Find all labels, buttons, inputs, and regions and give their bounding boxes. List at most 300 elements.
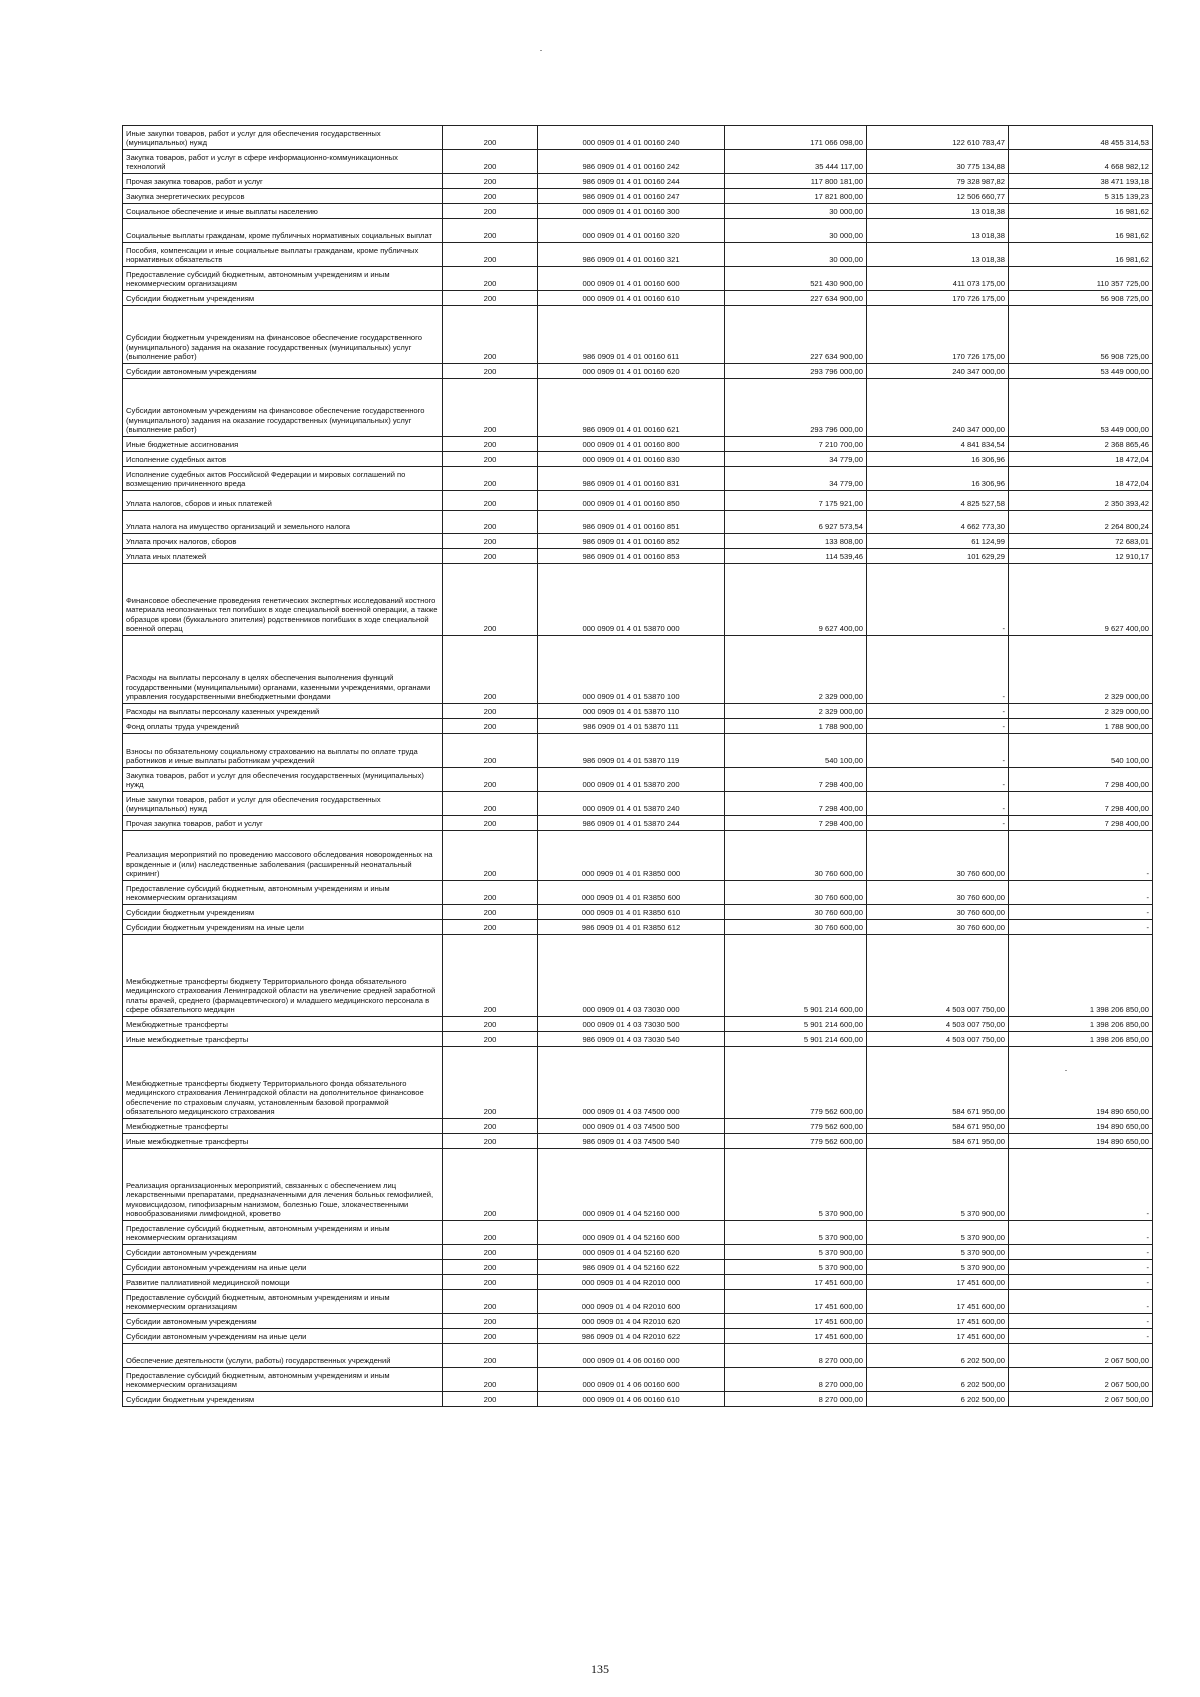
cell-v3: 72 683,01: [1009, 534, 1153, 549]
cell-v2: 170 726 175,00: [867, 306, 1009, 364]
cell-code: 200: [443, 1017, 538, 1032]
cell-code: 200: [443, 306, 538, 364]
cell-v3: 540 100,00: [1009, 734, 1153, 768]
cell-kbk: 000 0909 01 4 01 R3850 000: [538, 831, 725, 881]
table-row: [123, 1119, 1153, 1134]
cell-name: Межбюджетные трансферты бюджету Территориального фонда обязательного медицинского страхования Ленинградской области на увеличение средней заработной платы врачей, среднего (фармацевтического) и младшего медицинского персонала в сфере обязательного медицин: [123, 935, 443, 1017]
table-row: [123, 467, 1153, 491]
cell-v3: -: [1009, 920, 1153, 935]
cell-v2: 30 775 134,88: [867, 150, 1009, 174]
cell-name: Реализация мероприятий по проведению массового обследования новорожденных на врожденные и (или) наследственные заболевания (расширенный неонатальный скрининг): [123, 831, 443, 881]
cell-v1: 521 430 900,00: [725, 267, 867, 291]
cell-v1: 8 270 000,00: [725, 1344, 867, 1368]
cell-kbk: 986 0909 01 4 01 53870 119: [538, 734, 725, 768]
cell-name: Иные бюджетные ассигнования: [123, 437, 443, 452]
cell-kbk: 000 0909 01 4 01 53870 100: [538, 636, 725, 704]
table-row: [123, 267, 1153, 291]
cell-v1: 779 562 600,00: [725, 1134, 867, 1149]
cell-v3: -: [1009, 1149, 1153, 1221]
cell-name: Субсидии бюджетным учреждениям на иные цели: [123, 920, 443, 935]
cell-code: 200: [443, 831, 538, 881]
cell-kbk: 000 0909 01 4 01 53870 110: [538, 704, 725, 719]
cell-v1: 17 821 800,00: [725, 189, 867, 204]
cell-kbk: 000 0909 01 4 06 00160 610: [538, 1392, 725, 1407]
cell-v2: 6 202 500,00: [867, 1344, 1009, 1368]
cell-kbk: 986 0909 01 4 04 52160 622: [538, 1260, 725, 1275]
cell-v2: 13 018,38: [867, 204, 1009, 219]
cell-name: Уплата налогов, сборов и иных платежей: [123, 491, 443, 511]
cell-v2: 13 018,38: [867, 243, 1009, 267]
cell-name: Прочая закупка товаров, работ и услуг: [123, 174, 443, 189]
cell-v1: 7 298 400,00: [725, 792, 867, 816]
cell-v3: -: [1009, 905, 1153, 920]
cell-name: Субсидии автономным учреждениям на иные цели: [123, 1260, 443, 1275]
cell-v2: 584 671 950,00: [867, 1047, 1009, 1119]
cell-v1: 30 000,00: [725, 219, 867, 243]
table-row: [123, 437, 1153, 452]
cell-v2: 17 451 600,00: [867, 1329, 1009, 1344]
cell-kbk: 986 0909 01 4 01 00160 853: [538, 549, 725, 564]
cell-v2: 79 328 987,82: [867, 174, 1009, 189]
cell-v1: 9 627 400,00: [725, 564, 867, 636]
budget-table-body: [123, 126, 1153, 1407]
cell-name: Финансовое обеспечение проведения генетических экспертных исследований костного материала неопознанных тел погибших в ходе специальной военной операции, а также образцов крови (буккального эпителия) родственников погибших в ходе специальной военной операц: [123, 564, 443, 636]
table-row: [123, 1314, 1153, 1329]
cell-code: 200: [443, 150, 538, 174]
cell-v1: 293 796 000,00: [725, 364, 867, 379]
cell-name: Закупка товаров, работ и услуг для обеспечения государственных (муниципальных) нужд: [123, 768, 443, 792]
cell-v1: 5 370 900,00: [725, 1221, 867, 1245]
cell-v2: 61 124,99: [867, 534, 1009, 549]
cell-v3: 16 981,62: [1009, 204, 1153, 219]
cell-v3: 2 368 865,46: [1009, 437, 1153, 452]
cell-name: Пособия, компенсации и иные социальные выплаты гражданам, кроме публичных нормативных обязательств: [123, 243, 443, 267]
table-row: [123, 306, 1153, 364]
cell-code: 200: [443, 1368, 538, 1392]
cell-v2: 17 451 600,00: [867, 1290, 1009, 1314]
cell-v3: 2 329 000,00: [1009, 636, 1153, 704]
cell-code: 200: [443, 792, 538, 816]
cell-kbk: 000 0909 01 4 01 00160 830: [538, 452, 725, 467]
table-row: [123, 1221, 1153, 1245]
cell-code: 200: [443, 1047, 538, 1119]
table-row: [123, 564, 1153, 636]
cell-v2: -: [867, 734, 1009, 768]
cell-kbk: 000 0909 01 4 04 52160 620: [538, 1245, 725, 1260]
cell-name: Предоставление субсидий бюджетным, автономным учреждениям и иным некоммерческим организациям: [123, 1290, 443, 1314]
cell-kbk: 986 0909 01 4 01 00160 831: [538, 467, 725, 491]
cell-v1: 17 451 600,00: [725, 1275, 867, 1290]
table-row: [123, 189, 1153, 204]
cell-name: Субсидии бюджетным учреждениям на финансовое обеспечение государственного (муниципального) задания на оказание государственных (муниципальных) услуг (выполнение работ): [123, 306, 443, 364]
cell-kbk: 986 0909 01 4 01 00160 621: [538, 379, 725, 437]
table-row: [123, 1245, 1153, 1260]
cell-v3: 48 455 314,53: [1009, 126, 1153, 150]
cell-v3: 53 449 000,00: [1009, 379, 1153, 437]
cell-v3: 7 298 400,00: [1009, 816, 1153, 831]
cell-v3: -: [1009, 831, 1153, 881]
cell-v2: 5 370 900,00: [867, 1221, 1009, 1245]
cell-v1: 5 901 214 600,00: [725, 935, 867, 1017]
cell-name: Уплата иных платежей: [123, 549, 443, 564]
cell-v2: 4 841 834,54: [867, 437, 1009, 452]
cell-kbk: 000 0909 01 4 01 R3850 600: [538, 881, 725, 905]
cell-v1: 779 562 600,00: [725, 1047, 867, 1119]
cell-v2: -: [867, 768, 1009, 792]
cell-code: 200: [443, 126, 538, 150]
cell-kbk: 000 0909 01 4 01 00160 850: [538, 491, 725, 511]
budget-execution-sheet: [122, 125, 1152, 1407]
cell-code: 200: [443, 768, 538, 792]
cell-v1: 5 370 900,00: [725, 1149, 867, 1221]
table-row: [123, 204, 1153, 219]
cell-v3: 2 067 500,00: [1009, 1344, 1153, 1368]
cell-kbk: 986 0909 01 4 01 00160 244: [538, 174, 725, 189]
cell-code: 200: [443, 267, 538, 291]
cell-v3: 18 472,04: [1009, 452, 1153, 467]
cell-v3: -: [1009, 881, 1153, 905]
cell-code: 200: [443, 452, 538, 467]
table-row: [123, 243, 1153, 267]
cell-name: Межбюджетные трансферты: [123, 1017, 443, 1032]
cell-name: Предоставление субсидий бюджетным, автономным учреждениям и иным некоммерческим организациям: [123, 881, 443, 905]
cell-v1: 30 000,00: [725, 243, 867, 267]
table-row: [123, 1017, 1153, 1032]
cell-v3: 7 298 400,00: [1009, 792, 1153, 816]
table-row: [123, 816, 1153, 831]
cell-kbk: 000 0909 01 4 01 00160 800: [538, 437, 725, 452]
table-row: [123, 491, 1153, 511]
table-row: [123, 549, 1153, 564]
cell-v3: 194 890 650,00: [1009, 1134, 1153, 1149]
table-row: [123, 719, 1153, 734]
cell-kbk: 000 0909 01 4 01 00160 620: [538, 364, 725, 379]
cell-v2: 30 760 600,00: [867, 831, 1009, 881]
cell-kbk: 986 0909 01 4 01 00160 851: [538, 511, 725, 534]
cell-code: 200: [443, 905, 538, 920]
cell-code: 200: [443, 935, 538, 1017]
cell-v3: 56 908 725,00: [1009, 306, 1153, 364]
cell-name: Расходы на выплаты персоналу в целях обеспечения выполнения функций государственными (муниципальными) органами, казенными учреждениями, органами управления государственными внебюджетными фондами: [123, 636, 443, 704]
cell-v2: 30 760 600,00: [867, 881, 1009, 905]
cell-v3: 16 981,62: [1009, 243, 1153, 267]
cell-name: Закупка товаров, работ и услуг в сфере информационно-коммуникационных технологий: [123, 150, 443, 174]
cell-v2: 4 825 527,58: [867, 491, 1009, 511]
table-row: [123, 1275, 1153, 1290]
cell-v2: 5 370 900,00: [867, 1245, 1009, 1260]
cell-code: 200: [443, 1149, 538, 1221]
table-row: [123, 534, 1153, 549]
table-row: [123, 1290, 1153, 1314]
cell-name: Субсидии автономным учреждениям: [123, 1245, 443, 1260]
cell-kbk: 986 0909 01 4 01 R3850 612: [538, 920, 725, 935]
cell-v3: 110 357 725,00: [1009, 267, 1153, 291]
cell-v2: 6 202 500,00: [867, 1368, 1009, 1392]
cell-v1: 8 270 000,00: [725, 1368, 867, 1392]
cell-name: Иные закупки товаров, работ и услуг для обеспечения государственных (муниципальных) нужд: [123, 792, 443, 816]
cell-name: Субсидии автономным учреждениям: [123, 1314, 443, 1329]
table-row: [123, 768, 1153, 792]
cell-name: Субсидии автономным учреждениям: [123, 364, 443, 379]
cell-kbk: 000 0909 01 4 06 00160 000: [538, 1344, 725, 1368]
cell-name: Социальное обеспечение и иные выплаты населению: [123, 204, 443, 219]
table-row: [123, 920, 1153, 935]
cell-v1: 7 175 921,00: [725, 491, 867, 511]
cell-kbk: 000 0909 01 4 01 00160 320: [538, 219, 725, 243]
cell-name: Предоставление субсидий бюджетным, автономным учреждениям и иным некоммерческим организациям: [123, 267, 443, 291]
cell-v1: 5 370 900,00: [725, 1245, 867, 1260]
cell-kbk: 986 0909 01 4 01 00160 321: [538, 243, 725, 267]
cell-v2: 5 370 900,00: [867, 1149, 1009, 1221]
cell-kbk: 000 0909 01 4 01 00160 240: [538, 126, 725, 150]
table-row: [123, 1368, 1153, 1392]
cell-v2: 411 073 175,00: [867, 267, 1009, 291]
cell-v1: 1 788 900,00: [725, 719, 867, 734]
cell-kbk: 000 0909 01 4 04 52160 600: [538, 1221, 725, 1245]
cell-code: 200: [443, 920, 538, 935]
cell-v2: -: [867, 719, 1009, 734]
cell-kbk: 986 0909 01 4 01 00160 242: [538, 150, 725, 174]
cell-kbk: 986 0909 01 4 04 R2010 622: [538, 1329, 725, 1344]
table-row: [123, 126, 1153, 150]
cell-name: Субсидии бюджетным учреждениям: [123, 905, 443, 920]
cell-code: 200: [443, 1032, 538, 1047]
cell-v2: -: [867, 564, 1009, 636]
cell-name: Уплата прочих налогов, сборов: [123, 534, 443, 549]
cell-v3: 2 350 393,42: [1009, 491, 1153, 511]
cell-name: Реализация организационных мероприятий, связанных с обеспечением лиц лекарственными препаратами, предназначенными для лечения больных гемофилией, муковисцидозом, гипофизарным нанизмом, болезнью Гоше, злокачественными новообразованиями лимфоидной, кроветво: [123, 1149, 443, 1221]
cell-name: Субсидии бюджетным учреждениям: [123, 291, 443, 306]
cell-v2: 6 202 500,00: [867, 1392, 1009, 1407]
cell-name: Прочая закупка товаров, работ и услуг: [123, 816, 443, 831]
table-row: [123, 1134, 1153, 1149]
cell-v3: -: [1009, 1314, 1153, 1329]
cell-code: 200: [443, 1119, 538, 1134]
cell-v3: 56 908 725,00: [1009, 291, 1153, 306]
cell-v1: 17 451 600,00: [725, 1290, 867, 1314]
cell-v2: -: [867, 816, 1009, 831]
table-row: [123, 1344, 1153, 1368]
cell-kbk: 000 0909 01 4 04 R2010 000: [538, 1275, 725, 1290]
table-row: [123, 881, 1153, 905]
cell-v3: 1 398 206 850,00: [1009, 935, 1153, 1017]
cell-v1: 2 329 000,00: [725, 636, 867, 704]
table-row: [123, 704, 1153, 719]
cell-code: 200: [443, 1329, 538, 1344]
cell-v1: 35 444 117,00: [725, 150, 867, 174]
cell-kbk: 000 0909 01 4 03 73030 000: [538, 935, 725, 1017]
cell-name: Иные межбюджетные трансферты: [123, 1032, 443, 1047]
cell-v3: -: [1009, 1245, 1153, 1260]
cell-v1: 114 539,46: [725, 549, 867, 564]
cell-v2: 13 018,38: [867, 219, 1009, 243]
cell-code: 200: [443, 174, 538, 189]
cell-code: 200: [443, 491, 538, 511]
cell-code: 200: [443, 219, 538, 243]
cell-v3: 2 264 800,24: [1009, 511, 1153, 534]
cell-kbk: 000 0909 01 4 01 53870 200: [538, 768, 725, 792]
table-row: [123, 1392, 1153, 1407]
table-row: [123, 219, 1153, 243]
cell-code: 200: [443, 719, 538, 734]
cell-v2: 4 503 007 750,00: [867, 1017, 1009, 1032]
table-row: [123, 831, 1153, 881]
cell-v1: 30 760 600,00: [725, 905, 867, 920]
cell-kbk: 000 0909 01 4 03 74500 000: [538, 1047, 725, 1119]
cell-kbk: 000 0909 01 4 04 R2010 600: [538, 1290, 725, 1314]
cell-v3: 1 398 206 850,00: [1009, 1032, 1153, 1047]
page-number: 135: [591, 1662, 609, 1676]
cell-name: Фонд оплаты труда учреждений: [123, 719, 443, 734]
cell-kbk: 986 0909 01 4 01 00160 611: [538, 306, 725, 364]
cell-v1: 293 796 000,00: [725, 379, 867, 437]
cell-v1: 171 066 098,00: [725, 126, 867, 150]
cell-v3: -: [1009, 1290, 1153, 1314]
cell-kbk: 986 0909 01 4 01 53870 111: [538, 719, 725, 734]
cell-name: Субсидии автономным учреждениям на иные цели: [123, 1329, 443, 1344]
cell-v3: 53 449 000,00: [1009, 364, 1153, 379]
cell-v2: 30 760 600,00: [867, 905, 1009, 920]
table-row: [123, 174, 1153, 189]
cell-v3: 9 627 400,00: [1009, 564, 1153, 636]
cell-v2: 584 671 950,00: [867, 1119, 1009, 1134]
cell-v2: 16 306,96: [867, 452, 1009, 467]
cell-v2: 30 760 600,00: [867, 920, 1009, 935]
cell-v3: 7 298 400,00: [1009, 768, 1153, 792]
cell-v1: 8 270 000,00: [725, 1392, 867, 1407]
cell-kbk: 000 0909 01 4 01 00160 600: [538, 267, 725, 291]
cell-name: Субсидии бюджетным учреждениям: [123, 1392, 443, 1407]
cell-v1: 34 779,00: [725, 467, 867, 491]
cell-v2: 17 451 600,00: [867, 1275, 1009, 1290]
cell-name: Межбюджетные трансферты: [123, 1119, 443, 1134]
cell-v3: -: [1009, 1260, 1153, 1275]
cell-v3: -: [1009, 1329, 1153, 1344]
cell-code: 200: [443, 1260, 538, 1275]
cell-code: 200: [443, 379, 538, 437]
cell-v3: 5 315 139,23: [1009, 189, 1153, 204]
cell-v3: 16 981,62: [1009, 219, 1153, 243]
cell-kbk: 000 0909 01 4 01 53870 000: [538, 564, 725, 636]
cell-name: Уплата налога на имущество организаций и земельного налога: [123, 511, 443, 534]
cell-v1: 6 927 573,54: [725, 511, 867, 534]
cell-v3: 38 471 193,18: [1009, 174, 1153, 189]
cell-v3: 2 067 500,00: [1009, 1392, 1153, 1407]
table-row: [123, 291, 1153, 306]
table-row: [123, 1260, 1153, 1275]
table-row: [123, 734, 1153, 768]
cell-name: Иные закупки товаров, работ и услуг для обеспечения государственных (муниципальных) нужд: [123, 126, 443, 150]
cell-name: Субсидии автономным учреждениям на финансовое обеспечение государственного (муниципального) задания на оказание государственных (муниципальных) услуг (выполнение работ): [123, 379, 443, 437]
cell-v2: 17 451 600,00: [867, 1314, 1009, 1329]
cell-v1: 779 562 600,00: [725, 1119, 867, 1134]
cell-v2: 170 726 175,00: [867, 291, 1009, 306]
cell-kbk: 986 0909 01 4 03 74500 540: [538, 1134, 725, 1149]
cell-kbk: 986 0909 01 4 03 73030 540: [538, 1032, 725, 1047]
cell-v2: 16 306,96: [867, 467, 1009, 491]
cell-code: 200: [443, 204, 538, 219]
cell-code: 200: [443, 1275, 538, 1290]
cell-v3: 194 890 650,00: [1009, 1047, 1153, 1119]
cell-v3: -: [1009, 1221, 1153, 1245]
table-row: [123, 364, 1153, 379]
cell-code: 200: [443, 467, 538, 491]
table-row: [123, 636, 1153, 704]
cell-v2: 4 503 007 750,00: [867, 935, 1009, 1017]
cell-v1: 227 634 900,00: [725, 306, 867, 364]
cell-code: 200: [443, 364, 538, 379]
cell-v1: 540 100,00: [725, 734, 867, 768]
cell-name: Иные межбюджетные трансферты: [123, 1134, 443, 1149]
cell-v3: 1 398 206 850,00: [1009, 1017, 1153, 1032]
cell-name: Взносы по обязательному социальному страхованию на выплаты по оплате труда работников и иные выплаты работникам учреждений: [123, 734, 443, 768]
cell-kbk: 000 0909 01 4 04 R2010 620: [538, 1314, 725, 1329]
cell-v1: 7 298 400,00: [725, 768, 867, 792]
cell-kbk: 986 0909 01 4 01 00160 247: [538, 189, 725, 204]
cell-code: 200: [443, 564, 538, 636]
cell-name: Социальные выплаты гражданам, кроме публичных нормативных социальных выплат: [123, 219, 443, 243]
cell-v3: 2 067 500,00: [1009, 1368, 1153, 1392]
cell-kbk: 000 0909 01 4 04 52160 000: [538, 1149, 725, 1221]
cell-kbk: 986 0909 01 4 01 00160 852: [538, 534, 725, 549]
cell-v2: -: [867, 792, 1009, 816]
cell-name: Исполнение судебных актов: [123, 452, 443, 467]
table-row: [123, 511, 1153, 534]
table-row: [123, 1032, 1153, 1047]
cell-v1: 34 779,00: [725, 452, 867, 467]
cell-kbk: 000 0909 01 4 01 R3850 610: [538, 905, 725, 920]
cell-kbk: 000 0909 01 4 06 00160 600: [538, 1368, 725, 1392]
cell-kbk: 000 0909 01 4 03 73030 500: [538, 1017, 725, 1032]
cell-code: 200: [443, 1392, 538, 1407]
table-row: [123, 150, 1153, 174]
cell-v3: 18 472,04: [1009, 467, 1153, 491]
cell-v1: 17 451 600,00: [725, 1329, 867, 1344]
table-row: [123, 379, 1153, 437]
cell-code: 200: [443, 816, 538, 831]
cell-v2: 122 610 783,47: [867, 126, 1009, 150]
cell-code: 200: [443, 1290, 538, 1314]
cell-name: Исполнение судебных актов Российской Федерации и мировых соглашений по возмещению причиненного вреда: [123, 467, 443, 491]
cell-name: Предоставление субсидий бюджетным, автономным учреждениям и иным некоммерческим организациям: [123, 1368, 443, 1392]
table-row: [123, 1329, 1153, 1344]
cell-v2: 4 662 773,30: [867, 511, 1009, 534]
cell-v2: -: [867, 704, 1009, 719]
cell-code: 200: [443, 243, 538, 267]
cell-v1: 5 901 214 600,00: [725, 1032, 867, 1047]
cell-v3: 194 890 650,00: [1009, 1119, 1153, 1134]
cell-code: 200: [443, 291, 538, 306]
cell-v3: 12 910,17: [1009, 549, 1153, 564]
cell-v3: 2 329 000,00: [1009, 704, 1153, 719]
cell-code: 200: [443, 437, 538, 452]
cell-v2: 584 671 950,00: [867, 1134, 1009, 1149]
cell-code: 200: [443, 704, 538, 719]
table-row: [123, 905, 1153, 920]
cell-name: Развитие паллиативной медицинской помощи: [123, 1275, 443, 1290]
cell-kbk: 000 0909 01 4 01 00160 300: [538, 204, 725, 219]
cell-v2: 12 506 660,77: [867, 189, 1009, 204]
cell-v2: 240 347 000,00: [867, 379, 1009, 437]
cell-code: 200: [443, 1134, 538, 1149]
cell-code: 200: [443, 1221, 538, 1245]
table-row: [123, 935, 1153, 1017]
cell-v3: 1 788 900,00: [1009, 719, 1153, 734]
cell-v1: 30 000,00: [725, 204, 867, 219]
cell-v1: 227 634 900,00: [725, 291, 867, 306]
table-row: [123, 452, 1153, 467]
cell-v3: -: [1009, 1275, 1153, 1290]
